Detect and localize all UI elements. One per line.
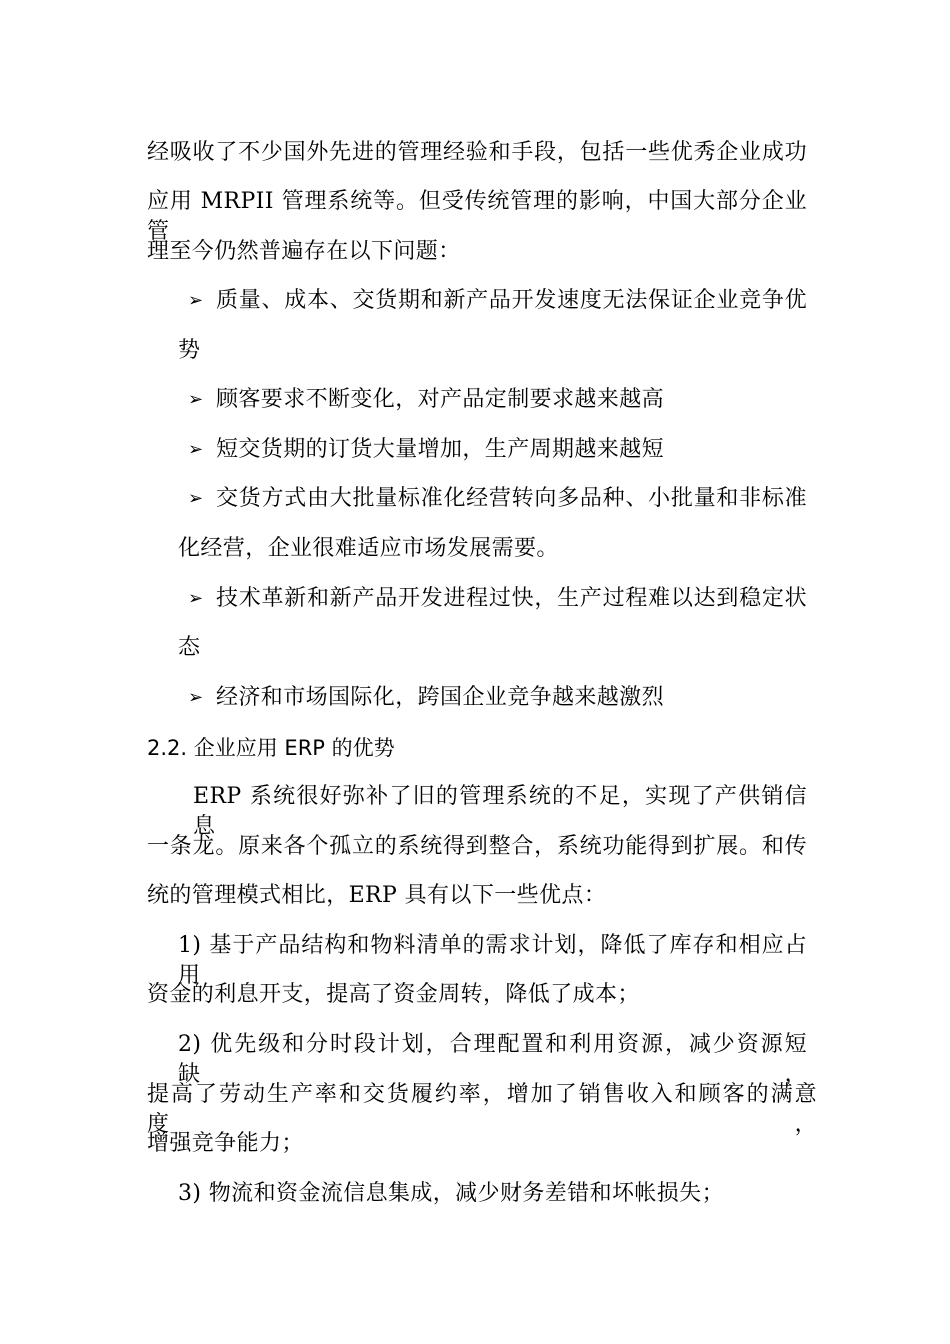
- problem-4-line-1: 交货方式由大批量标准化经营转向多品种、小批量和非标准: [216, 486, 807, 511]
- problem-1-line-1: 质量、成本、交货期和新产品开发速度无法保证企业竞争优: [216, 288, 807, 313]
- section-para-line-2: 一条龙。原来各个孤立的系统得到整合，系统功能得到扩展。和传: [147, 834, 807, 859]
- advantage-3-line-1: 3) 物流和资金流信息集成，减少财务差错和坏帐损失；: [178, 1181, 724, 1206]
- bullet-arrow-icon: ➢: [188, 389, 204, 410]
- problem-4-line-2: 化经营，企业很难适应市场发展需要。: [178, 536, 559, 561]
- problem-6-line-1: 经济和市场国际化，跨国企业竞争越来越激烈: [216, 685, 665, 710]
- bullet-arrow-icon: ➢: [188, 488, 204, 509]
- intro-line-2: 应用 MRPII 管理系统等。但受传统管理的影响，中国大部分企业管: [147, 189, 807, 244]
- advantage-2-line-3: 增强竞争能力；: [147, 1131, 304, 1156]
- bullet-arrow-icon: ➢: [188, 439, 204, 460]
- intro-line-1: 经吸收了不少国外先进的管理经验和手段，包括一些优秀企业成功: [147, 140, 807, 165]
- section-para-line-1: ERP 系统很好弥补了旧的管理系统的不足，实现了产供销信息: [193, 784, 807, 839]
- intro-line-3: 理至今仍然普遍存在以下问题：: [147, 239, 461, 264]
- problem-5-line-2: 态: [178, 635, 201, 660]
- advantage-2-line-1: 2) 优先级和分时段计划，合理配置和利用资源，减少资源短缺，: [178, 1032, 807, 1087]
- advantage-1-line-2: 资金的利息开支，提高了资金周转，降低了成本；: [147, 982, 640, 1007]
- section-heading: 2.2. 企业应用 ERP 的优势: [147, 736, 395, 760]
- advantage-2-line-2: 提高了劳动生产率和交货履约率，增加了销售收入和顾客的满意度，: [147, 1082, 817, 1137]
- bullet-arrow-icon: ➢: [188, 290, 204, 311]
- problem-5-line-1: 技术革新和新产品开发进程过快，生产过程难以达到稳定状: [216, 586, 807, 611]
- advantage-1-line-1: 1) 基于产品结构和物料清单的需求计划，降低了库存和相应占用: [178, 933, 807, 988]
- problem-1-line-2: 势: [178, 338, 201, 363]
- bullet-arrow-icon: ➢: [188, 687, 204, 708]
- bullet-arrow-icon: ➢: [188, 588, 204, 609]
- problem-3-line-1: 短交货期的订货大量增加，生产周期越来越短: [216, 437, 665, 462]
- problem-2-line-1: 顾客要求不断变化，对产品定制要求越来越高: [216, 387, 665, 412]
- section-para-line-3: 统的管理模式相比，ERP 具有以下一些优点：: [147, 883, 607, 908]
